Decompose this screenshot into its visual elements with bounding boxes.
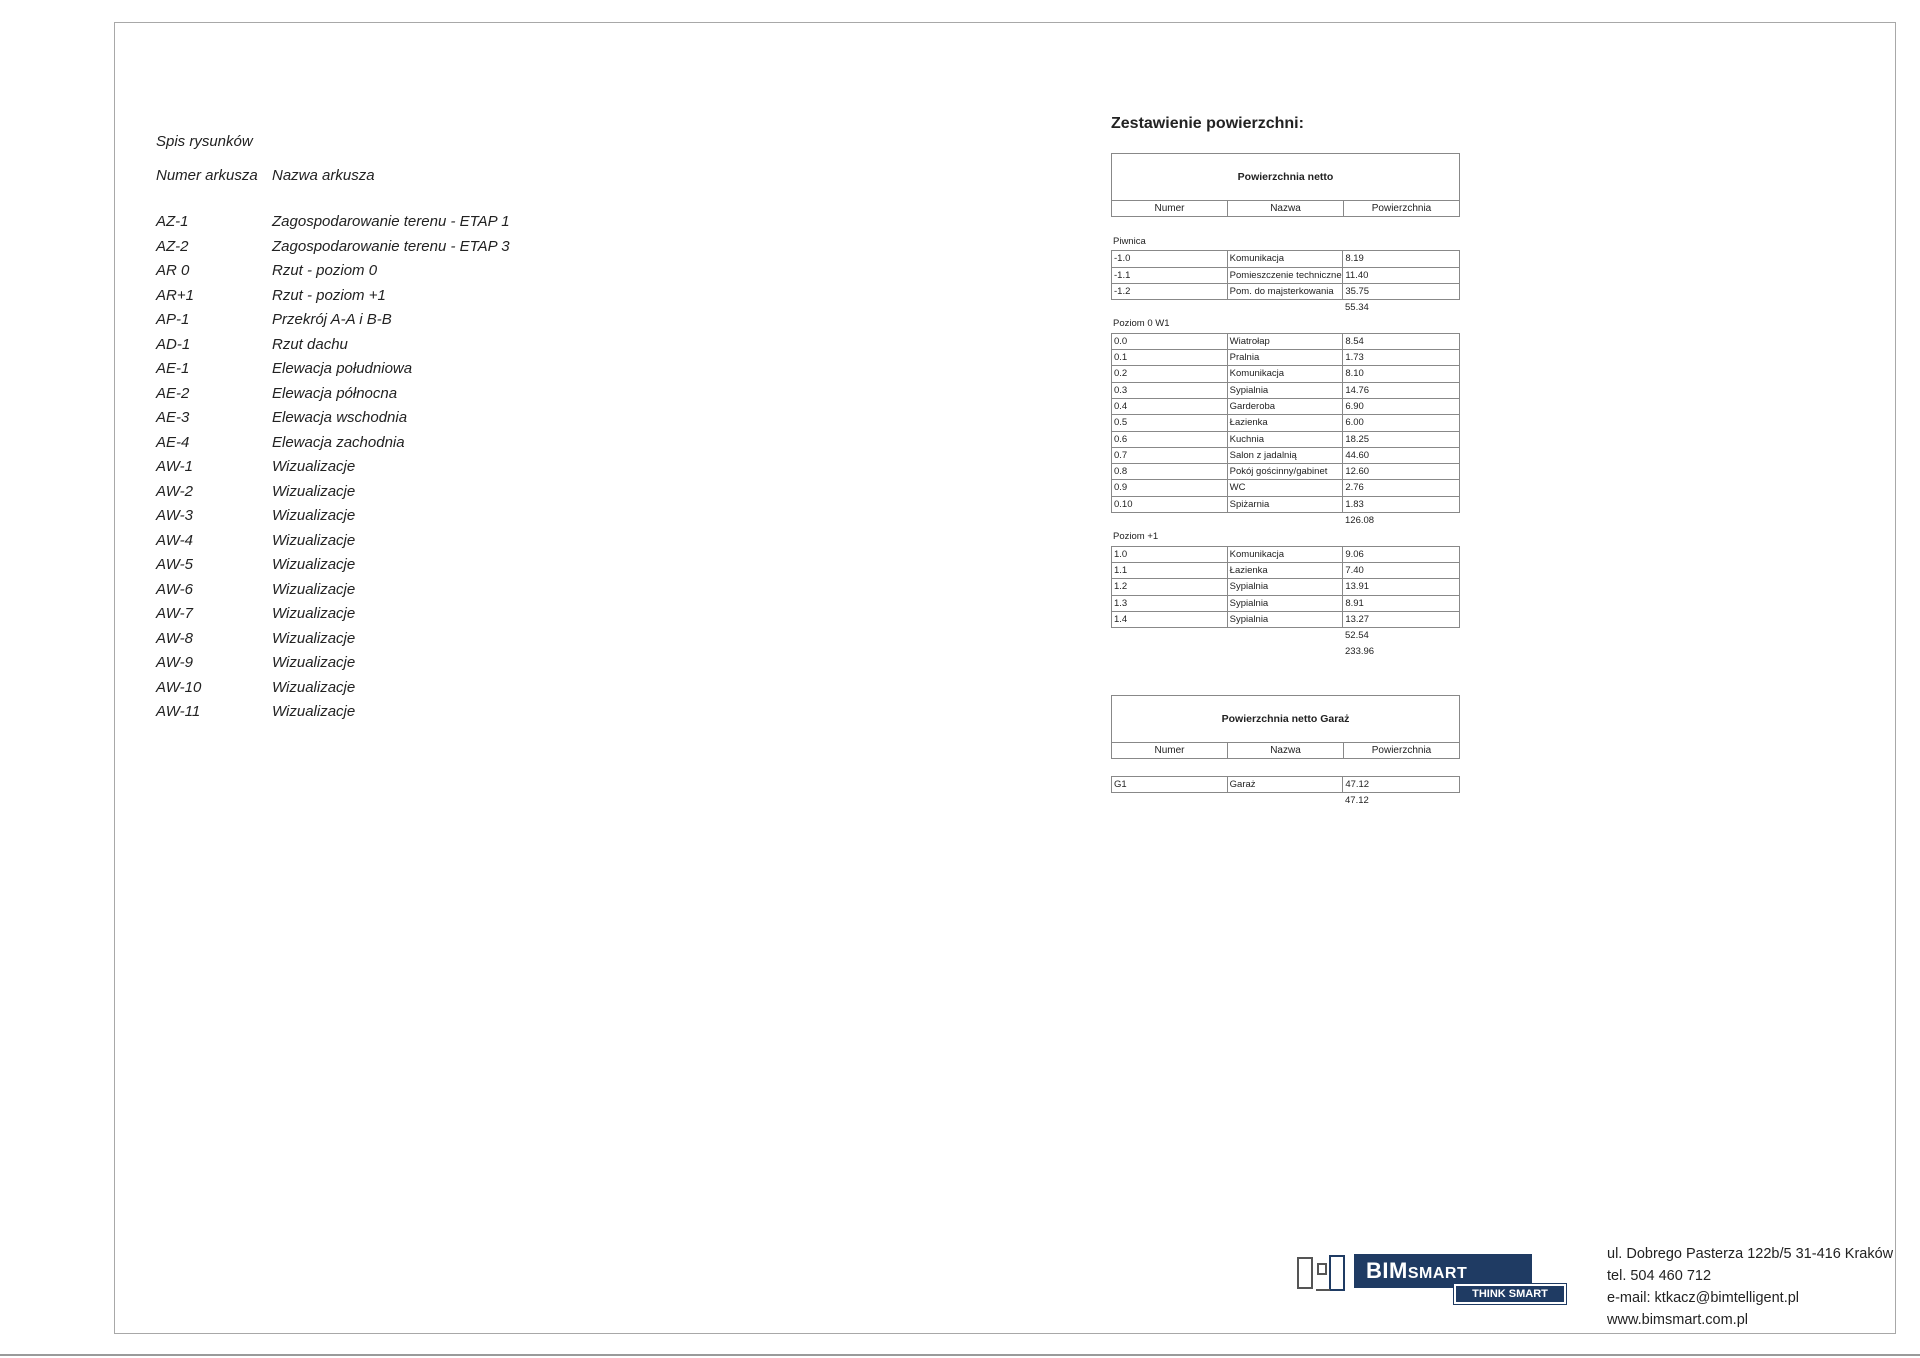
sheet-number: AE-2 [156,384,190,402]
room-number: 1.3 [1112,596,1228,611]
room-name: Garaż [1228,777,1344,792]
contact-email: e-mail: ktkacz@bimtelligent.pl [1607,1290,1800,1306]
garage-area-table-title: Powierzchnia netto Garaż [1111,695,1460,743]
table-row [1111,497,1460,513]
table-row [1111,777,1460,793]
column-header: Powierzchnia [1371,203,1432,214]
room-area: 1.73 [1345,352,1364,364]
level-label: Poziom 0 W1 [1113,318,1170,330]
room-name: Sypialnia [1228,612,1344,627]
sheet-number: AW-10 [156,678,202,696]
sheet-list [156,130,656,725]
table-row [1111,579,1460,595]
room-area: 9.06 [1345,548,1364,560]
room-area: 18.25 [1345,433,1370,445]
column-header: Numer [1112,743,1228,758]
room-number: 1.1 [1112,563,1228,578]
room-name: Pomieszczenie techniczne [1228,268,1344,283]
table-row [1111,268,1460,284]
column-header: Powierzchnia [1371,745,1432,756]
contact-website: www.bimsmart.com.pl [1607,1312,1748,1328]
sheet-number: AR+1 [156,286,194,304]
table-row [1111,415,1460,431]
table-row [1111,432,1460,448]
room-area: 13.27 [1345,613,1370,625]
room-number: 0.9 [1112,480,1228,495]
sheet-list-row [156,431,656,456]
garage-area-table [1111,695,1460,810]
sheet-name: Wizualizacje [272,556,356,573]
room-area: 12.60 [1345,466,1370,478]
sheet-name: Wizualizacje [272,678,356,696]
room-number: 0.8 [1112,464,1228,479]
level-rows [1111,546,1460,628]
room-name: Kuchnia [1228,432,1344,447]
room-number: 0.0 [1112,334,1228,349]
room-area: 44.60 [1345,449,1370,461]
column-header: Nazwa [1228,201,1344,216]
room-name: Łazienka [1228,563,1344,578]
contact-info [1607,1243,1893,1331]
sheet-list-row [156,700,656,725]
sheet-list-title: Spis rysunków [156,133,253,150]
sheet-number: AW-7 [156,605,193,622]
sheet-list-rows [156,210,656,725]
room-name: Sypialnia [1228,383,1344,398]
table-row [1111,480,1460,496]
sheet-number: AW-1 [156,458,193,475]
level-subtotal: 55.34 [1345,302,1369,314]
sheet-number: AW-9 [156,654,193,671]
room-name: WC [1228,480,1344,495]
garage-area-table-columns [1111,743,1460,759]
room-area: 47.12 [1345,779,1370,790]
room-name: Pokój gościnny/gabinet [1228,464,1344,479]
sheet-name-header: Nazwa arkusza [272,167,375,184]
net-area-total: 233.96 [1345,646,1375,658]
sheet-list-row [156,210,656,235]
table-row [1111,251,1460,267]
sheet-number: AW-2 [156,482,193,500]
sheet-number: AW-11 [156,703,201,720]
room-number: 0.6 [1112,432,1228,447]
column-header: Numer [1112,201,1228,216]
level-subtotal: 52.54 [1345,630,1369,642]
sheet-name: Zagospodarowanie terenu - ETAP 1 [272,213,510,230]
sheet-number: AZ-2 [156,237,189,255]
sheet-name: Rzut - poziom 0 [272,262,378,279]
room-number: 1.0 [1112,547,1228,562]
sheet-number: AE-4 [156,433,190,451]
table-row [1111,334,1460,350]
sheet-number: AD-1 [156,335,191,353]
table-row [1111,464,1460,480]
table-row [1111,383,1460,399]
sheet-list-row [156,284,656,309]
sheet-number: AW-4 [156,531,193,549]
sheet-list-row [156,235,656,260]
room-area: 6.90 [1345,400,1364,412]
sheet-name: Wizualizacje [272,507,356,524]
sheet-number-header: Numer arkusza [156,167,258,184]
column-header: Nazwa [1228,743,1344,758]
sheet-list-row [156,406,656,431]
level-rows [1111,333,1460,513]
room-number: 0.5 [1112,415,1228,430]
room-area: 8.54 [1345,335,1364,347]
sheet-number: AR 0 [156,262,190,279]
level-rows [1111,250,1460,300]
room-number: 0.10 [1112,497,1228,512]
sheet-name: Zagospodarowanie terenu - ETAP 3 [272,237,510,255]
room-name: Wiatrołap [1228,334,1344,349]
room-number: G1 [1112,777,1228,792]
sheet-list-row [156,382,656,407]
sheet-number: AW-5 [156,556,193,573]
sheet-name: Wizualizacje [272,482,356,500]
room-area: 7.40 [1345,564,1364,576]
logo-wordmark [1354,1254,1532,1288]
room-name: Garderoba [1228,399,1344,414]
garage-area-total: 47.12 [1345,795,1369,807]
table-row [1111,366,1460,382]
room-number: 0.1 [1112,350,1228,365]
sheet-name: Wizualizacje [272,605,356,622]
table-row [1111,448,1460,464]
room-area: 11.40 [1345,269,1369,281]
sheet-list-row [156,308,656,333]
sheet-name: Wizualizacje [272,531,356,549]
room-number: 0.3 [1112,383,1228,398]
sheet-list-row [156,333,656,358]
room-name: Pom. do majsterkowania [1228,284,1344,299]
sheet-list-row [156,602,656,627]
room-area: 6.00 [1345,417,1364,429]
table-row [1111,563,1460,579]
sheet-number: AE-1 [156,360,190,377]
sheet-list-row [156,578,656,603]
net-area-table-title: Powierzchnia netto [1111,153,1460,201]
sheet-name: Elewacja północna [272,384,398,402]
net-area-table [1111,153,1460,661]
table-row [1111,284,1460,300]
room-name: Sypialnia [1228,596,1344,611]
room-area: 1.83 [1345,498,1364,510]
garage-area-rows [1111,776,1460,793]
sheet-list-header [156,164,656,188]
net-area-groups [1111,234,1460,644]
room-name: Spiżarnia [1228,497,1344,512]
sheet-list-row [156,676,656,701]
room-number: -1.2 [1112,284,1228,299]
logo-name-big: BIM [1366,1258,1408,1283]
room-area: 13.91 [1345,581,1370,593]
logo-tagline: THINK SMART [1454,1284,1566,1304]
sheet-number: AZ-1 [156,213,189,230]
level-label: Piwnica [1113,236,1146,247]
sheet-number: AW-3 [156,507,193,524]
sheet-name: Wizualizacje [272,580,356,598]
sheet-list-row [156,553,656,578]
room-area: 2.76 [1345,482,1364,494]
sheet-list-row [156,259,656,284]
area-summary-title: Zestawienie powierzchni: [1111,115,1304,132]
room-number: 0.4 [1112,399,1228,414]
sheet-name: Wizualizacje [272,703,356,720]
sheet-name: Elewacja zachodnia [272,433,405,451]
sheet-number: AW-6 [156,580,193,598]
net-area-table-columns [1111,201,1460,217]
level-label: Poziom +1 [1113,531,1159,543]
contact-address: ul. Dobrego Pasterza 122b/5 31-416 Kraków [1607,1246,1894,1262]
sheet-list-row [156,627,656,652]
table-row [1111,596,1460,612]
room-name: Salon z jadalnią [1228,448,1344,463]
sheet-name: Rzut - poziom +1 [272,286,386,304]
room-number: 0.2 [1112,366,1228,381]
room-number: -1.0 [1112,251,1228,266]
logo-name-small: SMART [1407,1265,1468,1282]
sheet-name: Wizualizacje [272,629,356,647]
logo-mark-icon [1296,1254,1348,1294]
sheet-list-row [156,529,656,554]
room-name: Komunikacja [1228,547,1344,562]
room-name: Komunikacja [1228,366,1344,381]
sheet-name: Wizualizacje [272,458,356,475]
sheet-name: Przekrój A-A i B-B [272,311,392,328]
room-name: Komunikacja [1228,251,1344,266]
sheet-list-row [156,651,656,676]
sheet-name: Elewacja południowa [272,360,413,377]
room-name: Łazienka [1228,415,1344,430]
room-area: 8.19 [1345,253,1364,265]
room-number: 1.4 [1112,612,1228,627]
room-area: 14.76 [1345,384,1370,396]
table-row [1111,547,1460,563]
sheet-name: Rzut dachu [272,335,348,353]
bottom-edge-line [0,1354,1920,1356]
table-row [1111,612,1460,628]
contact-phone: tel. 504 460 712 [1607,1268,1712,1284]
sheet-list-row [156,357,656,382]
room-area: 8.91 [1345,597,1364,609]
sheet-list-row [156,480,656,505]
room-area: 8.10 [1345,368,1364,380]
table-row [1111,399,1460,415]
room-name: Pralnia [1228,350,1344,365]
room-name: Sypialnia [1228,579,1344,594]
room-number: -1.1 [1112,268,1228,283]
company-logo [1296,1252,1566,1306]
level-subtotal: 126.08 [1345,515,1375,527]
room-area: 35.75 [1345,285,1370,297]
room-number: 1.2 [1112,579,1228,594]
sheet-list-row [156,504,656,529]
table-row [1111,350,1460,366]
sheet-number: AP-1 [156,311,190,328]
sheet-name: Elewacja wschodnia [272,409,408,426]
sheet-list-row [156,455,656,480]
sheet-number: AW-8 [156,629,193,647]
sheet-number: AE-3 [156,409,190,426]
room-number: 0.7 [1112,448,1228,463]
sheet-name: Wizualizacje [272,654,356,671]
